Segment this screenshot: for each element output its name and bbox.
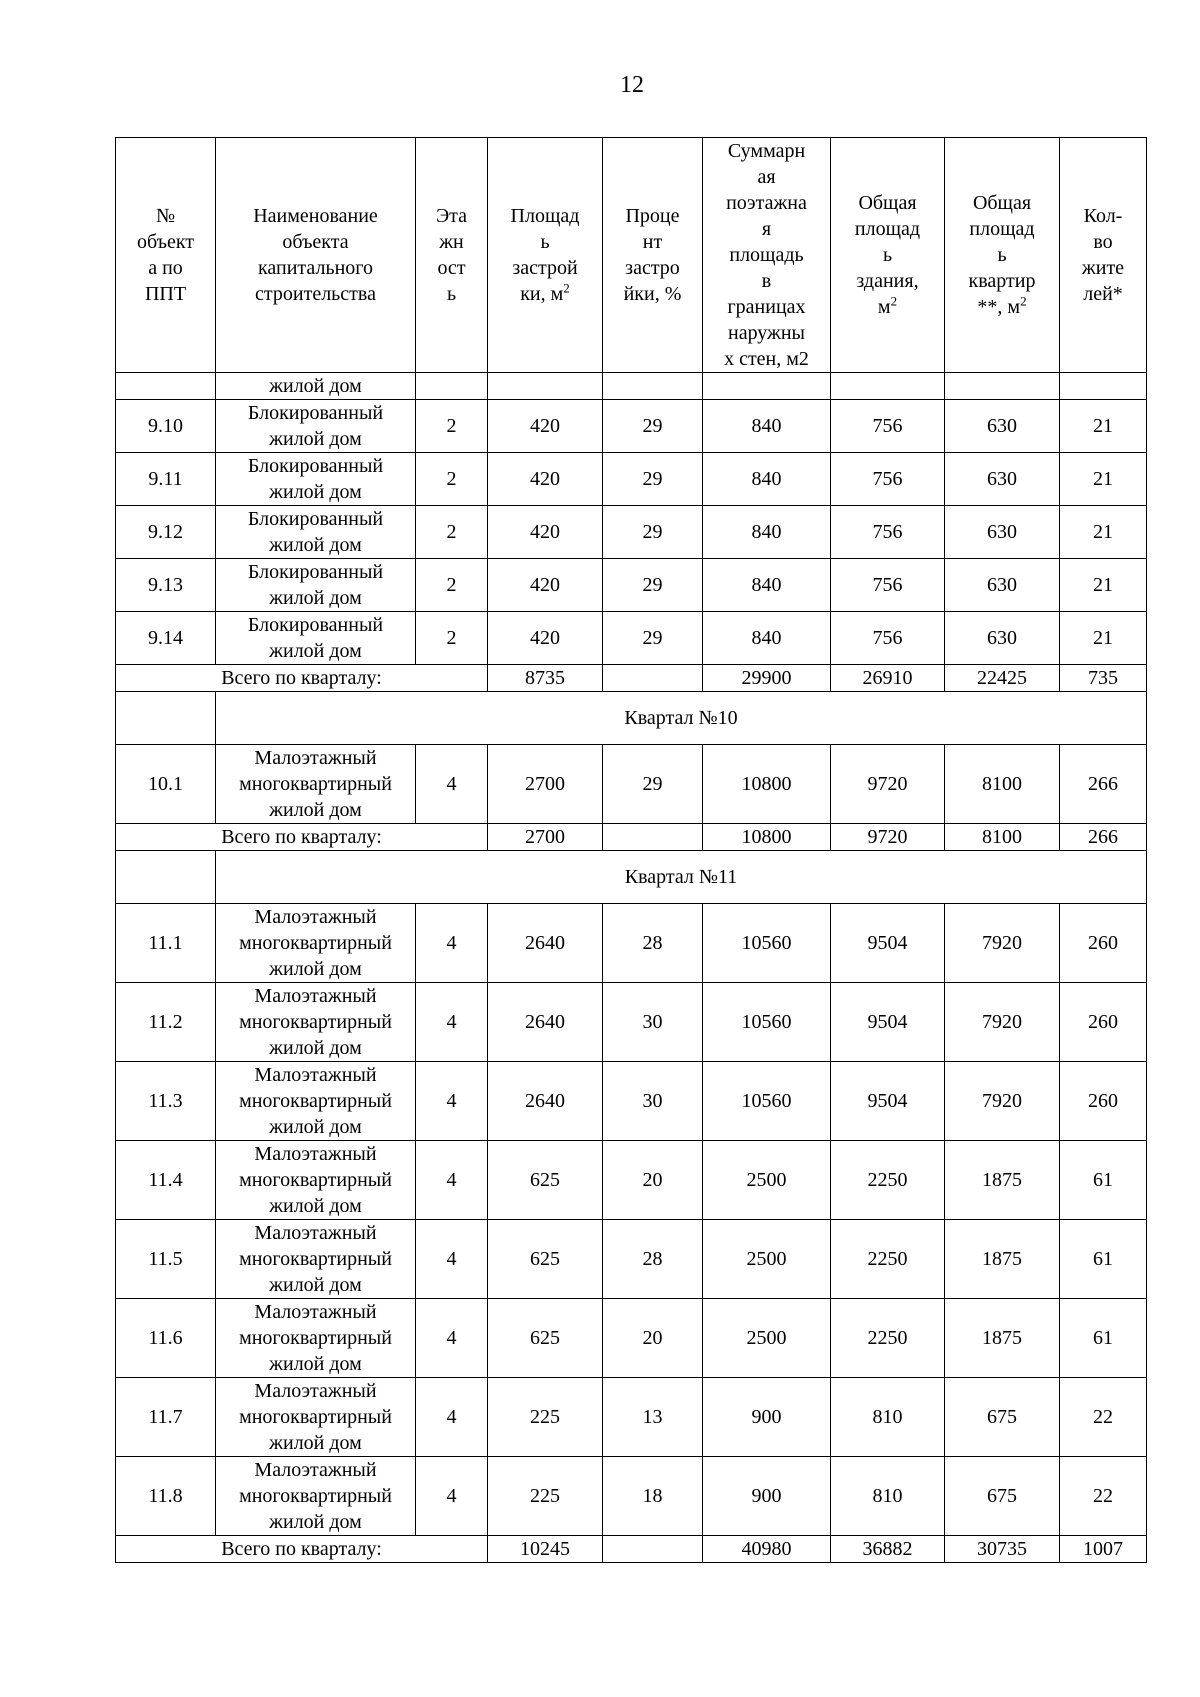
cell-object-name (216, 506, 416, 559)
object-name-line: Малоэтажный (254, 1222, 377, 1244)
cell-apartment-area: 8100 (945, 745, 1060, 824)
total-label: Всего по кварталу: (116, 1536, 488, 1563)
object-name-line: жилой дом (269, 1432, 362, 1454)
total-residents: 735 (1060, 665, 1147, 692)
quarter-total-row (116, 1536, 1147, 1563)
cell-total-area: 9720 (831, 745, 945, 824)
object-name-line: жилой дом (269, 1116, 362, 1138)
object-name-line: многоквартирный (239, 1090, 392, 1112)
header-row (116, 138, 1147, 373)
header-object-name (216, 138, 416, 373)
cell-built-area: 2700 (488, 745, 603, 824)
cell-total-area: 9504 (831, 1062, 945, 1141)
object-name-line: жилой дом (269, 958, 362, 980)
table-row (116, 1457, 1147, 1536)
cell-built-area: 2640 (488, 1062, 603, 1141)
object-name-line: Блокированный (247, 402, 384, 424)
header-line: ь (882, 244, 893, 266)
cell-object-name (216, 612, 416, 665)
object-name-line: жилой дом (269, 587, 362, 609)
header-superscript: 2 (563, 280, 570, 296)
cell-empty (416, 373, 488, 400)
cell-built-area: 420 (488, 453, 603, 506)
cell-floor-area: 10800 (703, 745, 831, 824)
cell-floor-area: 2500 (703, 1220, 831, 1299)
buildings-table (115, 137, 1147, 1563)
cell-built-area: 420 (488, 400, 603, 453)
cell-object-number: 10.1 (116, 745, 216, 824)
header-text: **, м (977, 296, 1021, 318)
cell-apartment-area: 1875 (945, 1299, 1060, 1378)
cell-built-area: 420 (488, 506, 603, 559)
quarter-total-row (116, 665, 1147, 692)
object-name-line: многоквартирный (239, 1169, 392, 1191)
cell-floors: 4 (416, 904, 488, 983)
cell-built-area: 225 (488, 1378, 603, 1457)
cell-object-number: 11.6 (116, 1299, 216, 1378)
total-residents: 266 (1060, 824, 1147, 851)
header-floors (416, 138, 488, 373)
cell-floor-area: 10560 (703, 904, 831, 983)
header-line: а по (148, 257, 183, 279)
cell-residents: 266 (1060, 745, 1147, 824)
cell-object-name (216, 400, 416, 453)
table-row (116, 1141, 1147, 1220)
table-row (116, 904, 1147, 983)
cell-object-name (216, 983, 416, 1062)
header-line: наружны (727, 322, 805, 344)
cell-empty (116, 851, 216, 904)
cell-residents: 21 (1060, 400, 1147, 453)
cell-floors: 2 (416, 559, 488, 612)
object-name-line: Блокированный (247, 561, 384, 583)
cell-floors: 4 (416, 1220, 488, 1299)
cell-floor-area: 900 (703, 1378, 831, 1457)
header-line: лей* (1083, 283, 1123, 305)
header-residents (1060, 138, 1147, 373)
quarter-title: Квартал №10 (216, 692, 1147, 745)
total-total-area: 36882 (831, 1536, 945, 1563)
header-line: Кол- (1083, 205, 1123, 227)
total-total-area: 9720 (831, 824, 945, 851)
object-name-line: Блокированный (247, 508, 384, 530)
cell-total-area: 756 (831, 612, 945, 665)
header-line: ь (540, 231, 550, 253)
cell-floor-area: 900 (703, 1457, 831, 1536)
header-line: строительства (255, 283, 376, 305)
total-apartment-area: 30735 (945, 1536, 1060, 1563)
cell-total-area: 810 (831, 1378, 945, 1457)
cell-built-area: 2640 (488, 983, 603, 1062)
total-residents: 1007 (1060, 1536, 1147, 1563)
quarter-title: Квартал №11 (216, 851, 1147, 904)
cell-total-area: 2250 (831, 1220, 945, 1299)
header-line: во (1093, 231, 1113, 253)
cell-empty (116, 692, 216, 745)
total-floor-area: 40980 (703, 1536, 831, 1563)
header-line: поэтажна (726, 192, 807, 214)
table-row (116, 1220, 1147, 1299)
cell-floor-area: 10560 (703, 1062, 831, 1141)
header-line: ь (997, 244, 1007, 266)
cell-empty (945, 373, 1060, 400)
header-line: ППТ (144, 283, 187, 305)
total-apartment-area: 22425 (945, 665, 1060, 692)
cell-object-number: 11.7 (116, 1378, 216, 1457)
cell-object-name (216, 559, 416, 612)
cell-floor-area: 840 (703, 400, 831, 453)
header-floor-area (703, 138, 831, 373)
table-row-continuation (116, 373, 1147, 400)
cell-object-number: 11.4 (116, 1141, 216, 1220)
object-name-line: многоквартирный (239, 1011, 392, 1033)
table-row (116, 612, 1147, 665)
total-built-area: 10245 (488, 1536, 603, 1563)
object-name-line: Малоэтажный (254, 1301, 377, 1323)
cell-apartment-area: 675 (945, 1457, 1060, 1536)
header-superscript: 2 (890, 293, 898, 309)
cell-total-area: 9504 (831, 904, 945, 983)
header-line: Общая (858, 192, 917, 214)
cell-apartment-area: 630 (945, 559, 1060, 612)
table-row (116, 559, 1147, 612)
cell-object-name (216, 1299, 416, 1378)
cell-floors: 4 (416, 1141, 488, 1220)
header-line: объекта (282, 231, 349, 253)
cell-floor-area: 2500 (703, 1141, 831, 1220)
cell-object-number: 11.2 (116, 983, 216, 1062)
cell-residents: 22 (1060, 1457, 1147, 1536)
object-name-line: Малоэтажный (254, 906, 377, 928)
object-name-line: многоквартирный (239, 932, 392, 954)
cell-object-number: 11.1 (116, 904, 216, 983)
cell-built-percent: 29 (603, 559, 703, 612)
cell-apartment-area: 675 (945, 1378, 1060, 1457)
cell-floors: 2 (416, 612, 488, 665)
header-line: жите (1081, 257, 1125, 279)
quarter-header-row (116, 851, 1147, 904)
header-built-area (488, 138, 603, 373)
header-line: нт (642, 231, 663, 253)
object-name-line: жилой дом (269, 640, 362, 662)
header-object-number (116, 138, 216, 373)
header-line: № (155, 205, 176, 227)
cell-floors: 4 (416, 1062, 488, 1141)
cell-apartment-area: 1875 (945, 1141, 1060, 1220)
object-name-line: Малоэтажный (254, 1380, 377, 1402)
cell-floor-area: 2500 (703, 1299, 831, 1378)
cell-object-name (216, 1062, 416, 1141)
object-name-line: Малоэтажный (254, 1143, 377, 1165)
header-line: жн (439, 231, 464, 253)
header-line: площадь (729, 244, 804, 266)
cell-residents: 22 (1060, 1378, 1147, 1457)
cell-residents: 61 (1060, 1220, 1147, 1299)
cell-total-area: 756 (831, 453, 945, 506)
object-name-line: многоквартирный (239, 1406, 392, 1428)
cell-object-number: 11.8 (116, 1457, 216, 1536)
cell-object-name (216, 1378, 416, 1457)
cell-empty (831, 373, 945, 400)
cell-floors: 4 (416, 745, 488, 824)
cell-object-name (216, 453, 416, 506)
object-name-line: жилой дом (269, 1274, 362, 1296)
header-line: застрой (512, 257, 578, 279)
cell-apartment-area: 7920 (945, 1062, 1060, 1141)
cell-object-name (216, 1220, 416, 1299)
header-line: ая (757, 166, 776, 188)
object-name-line: жилой дом (269, 1353, 362, 1375)
cell-floors: 2 (416, 400, 488, 453)
cell-residents: 260 (1060, 904, 1147, 983)
table-row (116, 745, 1147, 824)
header-line: ост (437, 257, 466, 279)
object-name-line: Малоэтажный (254, 1064, 377, 1086)
cell-object-number: 9.14 (116, 612, 216, 665)
quarter-header-row (116, 692, 1147, 745)
cell-empty (488, 373, 603, 400)
header-line: объект (136, 231, 195, 253)
cell-empty (703, 373, 831, 400)
cell-residents: 61 (1060, 1299, 1147, 1378)
cell-empty (603, 373, 703, 400)
cell-object-number (116, 373, 216, 400)
cell-object-name (216, 1457, 416, 1536)
header-line: квартир (968, 270, 1036, 292)
total-percent-empty (603, 1536, 703, 1563)
table-row (116, 983, 1147, 1062)
cell-floor-area: 840 (703, 506, 831, 559)
header-line: площад (854, 218, 921, 240)
table-row (116, 506, 1147, 559)
quarter-total-row (116, 824, 1147, 851)
cell-apartment-area: 630 (945, 453, 1060, 506)
cell-object-number: 11.3 (116, 1062, 216, 1141)
cell-built-area: 625 (488, 1141, 603, 1220)
cell-residents: 260 (1060, 983, 1147, 1062)
object-name-line: жилой дом (269, 1037, 362, 1059)
header-text: ки, м (520, 283, 564, 305)
cell-total-area: 9504 (831, 983, 945, 1062)
object-name-line: многоквартирный (239, 1248, 392, 1270)
cell-built-area: 225 (488, 1457, 603, 1536)
cell-residents: 21 (1060, 453, 1147, 506)
cell-built-area: 625 (488, 1299, 603, 1378)
cell-built-percent: 20 (603, 1299, 703, 1378)
total-floor-area: 10800 (703, 824, 831, 851)
cell-object-number: 11.5 (116, 1220, 216, 1299)
header-text: м (877, 296, 891, 318)
cell-built-percent: 18 (603, 1457, 703, 1536)
header-total-area (831, 138, 945, 373)
header-line: Площад (510, 205, 580, 227)
cell-residents: 61 (1060, 1141, 1147, 1220)
cell-object-name (216, 745, 416, 824)
cell-apartment-area: 630 (945, 400, 1060, 453)
cell-total-area: 756 (831, 559, 945, 612)
cell-apartment-area: 630 (945, 506, 1060, 559)
cell-floors: 4 (416, 983, 488, 1062)
total-apartment-area: 8100 (945, 824, 1060, 851)
header-line: ь (446, 283, 457, 305)
table-row (116, 1299, 1147, 1378)
cell-built-area: 625 (488, 1220, 603, 1299)
header-line (947, 294, 1057, 320)
object-name-line: Малоэтажный (254, 985, 377, 1007)
cell-object-number: 9.11 (116, 453, 216, 506)
total-built-area: 8735 (488, 665, 603, 692)
object-name-line: Малоэтажный (254, 1459, 377, 1481)
cell-built-percent: 13 (603, 1378, 703, 1457)
table-row (116, 1062, 1147, 1141)
cell-total-area: 756 (831, 506, 945, 559)
header-line: границах (727, 296, 806, 318)
cell-apartment-area: 630 (945, 612, 1060, 665)
object-name-line: жилой дом (269, 1511, 362, 1533)
cell-built-percent: 29 (603, 453, 703, 506)
object-name-line: жилой дом (269, 534, 362, 556)
cell-floor-area: 840 (703, 612, 831, 665)
cell-residents: 21 (1060, 612, 1147, 665)
header-superscript: 2 (1020, 293, 1027, 309)
header-line: Эта (435, 205, 468, 227)
cell-object-name (216, 1141, 416, 1220)
total-built-area: 2700 (488, 824, 603, 851)
cell-residents: 21 (1060, 559, 1147, 612)
total-total-area: 26910 (831, 665, 945, 692)
header-line: йки, % (623, 283, 682, 305)
object-name-line: многоквартирный (239, 1327, 392, 1349)
cell-built-percent: 30 (603, 1062, 703, 1141)
cell-empty (1060, 373, 1147, 400)
object-name-line: жилой дом (269, 1195, 362, 1217)
header-line: Общая (972, 192, 1032, 214)
cell-residents: 260 (1060, 1062, 1147, 1141)
cell-object-name (216, 904, 416, 983)
cell-object-number: 9.12 (116, 506, 216, 559)
cell-apartment-area: 7920 (945, 904, 1060, 983)
table-row (116, 400, 1147, 453)
cell-floor-area: 840 (703, 559, 831, 612)
total-label: Всего по кварталу: (116, 665, 488, 692)
total-floor-area: 29900 (703, 665, 831, 692)
cell-total-area: 756 (831, 400, 945, 453)
cell-floors: 4 (416, 1457, 488, 1536)
cell-residents: 21 (1060, 506, 1147, 559)
object-name-line: жилой дом (269, 428, 362, 450)
cell-built-percent: 29 (603, 506, 703, 559)
cell-built-percent: 28 (603, 904, 703, 983)
object-name-line: жилой дом (269, 799, 362, 821)
header-line: застро (625, 257, 680, 279)
object-name-line: Малоэтажный (254, 747, 377, 769)
cell-built-area: 420 (488, 612, 603, 665)
cell-object-number: 9.13 (116, 559, 216, 612)
cell-built-area: 2640 (488, 904, 603, 983)
table-row (116, 453, 1147, 506)
header-line: я (761, 218, 772, 240)
cell-total-area: 2250 (831, 1299, 945, 1378)
cell-floors: 2 (416, 506, 488, 559)
cell-built-percent: 29 (603, 400, 703, 453)
header-line: здания, (856, 270, 919, 292)
header-line: х стен, м2 (724, 348, 809, 370)
cell-built-percent: 29 (603, 612, 703, 665)
cell-total-area: 2250 (831, 1141, 945, 1220)
object-name-line: жилой дом (269, 481, 362, 503)
object-name-line: Блокированный (247, 455, 384, 477)
table-row (116, 1378, 1147, 1457)
cell-apartment-area: 7920 (945, 983, 1060, 1062)
header-line: в (761, 270, 772, 292)
total-percent-empty (603, 824, 703, 851)
cell-built-percent: 20 (603, 1141, 703, 1220)
cell-built-percent: 28 (603, 1220, 703, 1299)
object-name-line: многоквартирный (239, 773, 392, 795)
cell-total-area: 810 (831, 1457, 945, 1536)
header-line: площад (969, 218, 1035, 240)
header-line: капитального (258, 257, 373, 279)
header-line: Наименование (253, 205, 378, 227)
cell-floor-area: 10560 (703, 983, 831, 1062)
header-apartment-area (945, 138, 1060, 373)
header-line: Проце (625, 205, 680, 227)
cell-floors: 4 (416, 1378, 488, 1457)
total-label: Всего по кварталу: (116, 824, 488, 851)
object-name-line: Блокированный (247, 614, 384, 636)
header-built-percent (603, 138, 703, 373)
cell-floors: 4 (416, 1299, 488, 1378)
cell-floors: 2 (416, 453, 488, 506)
cell-floor-area: 840 (703, 453, 831, 506)
header-line (490, 281, 600, 307)
cell-built-percent: 29 (603, 745, 703, 824)
cell-object-name: жилой дом (216, 373, 416, 400)
cell-built-area: 420 (488, 559, 603, 612)
total-percent-empty (603, 665, 703, 692)
header-line: Суммарн (727, 140, 806, 162)
page-number: 12 (620, 72, 644, 98)
cell-built-percent: 30 (603, 983, 703, 1062)
header-line (833, 294, 942, 320)
cell-object-number: 9.10 (116, 400, 216, 453)
cell-apartment-area: 1875 (945, 1220, 1060, 1299)
table-body (116, 138, 1147, 1563)
object-name-line: многоквартирный (239, 1485, 392, 1507)
